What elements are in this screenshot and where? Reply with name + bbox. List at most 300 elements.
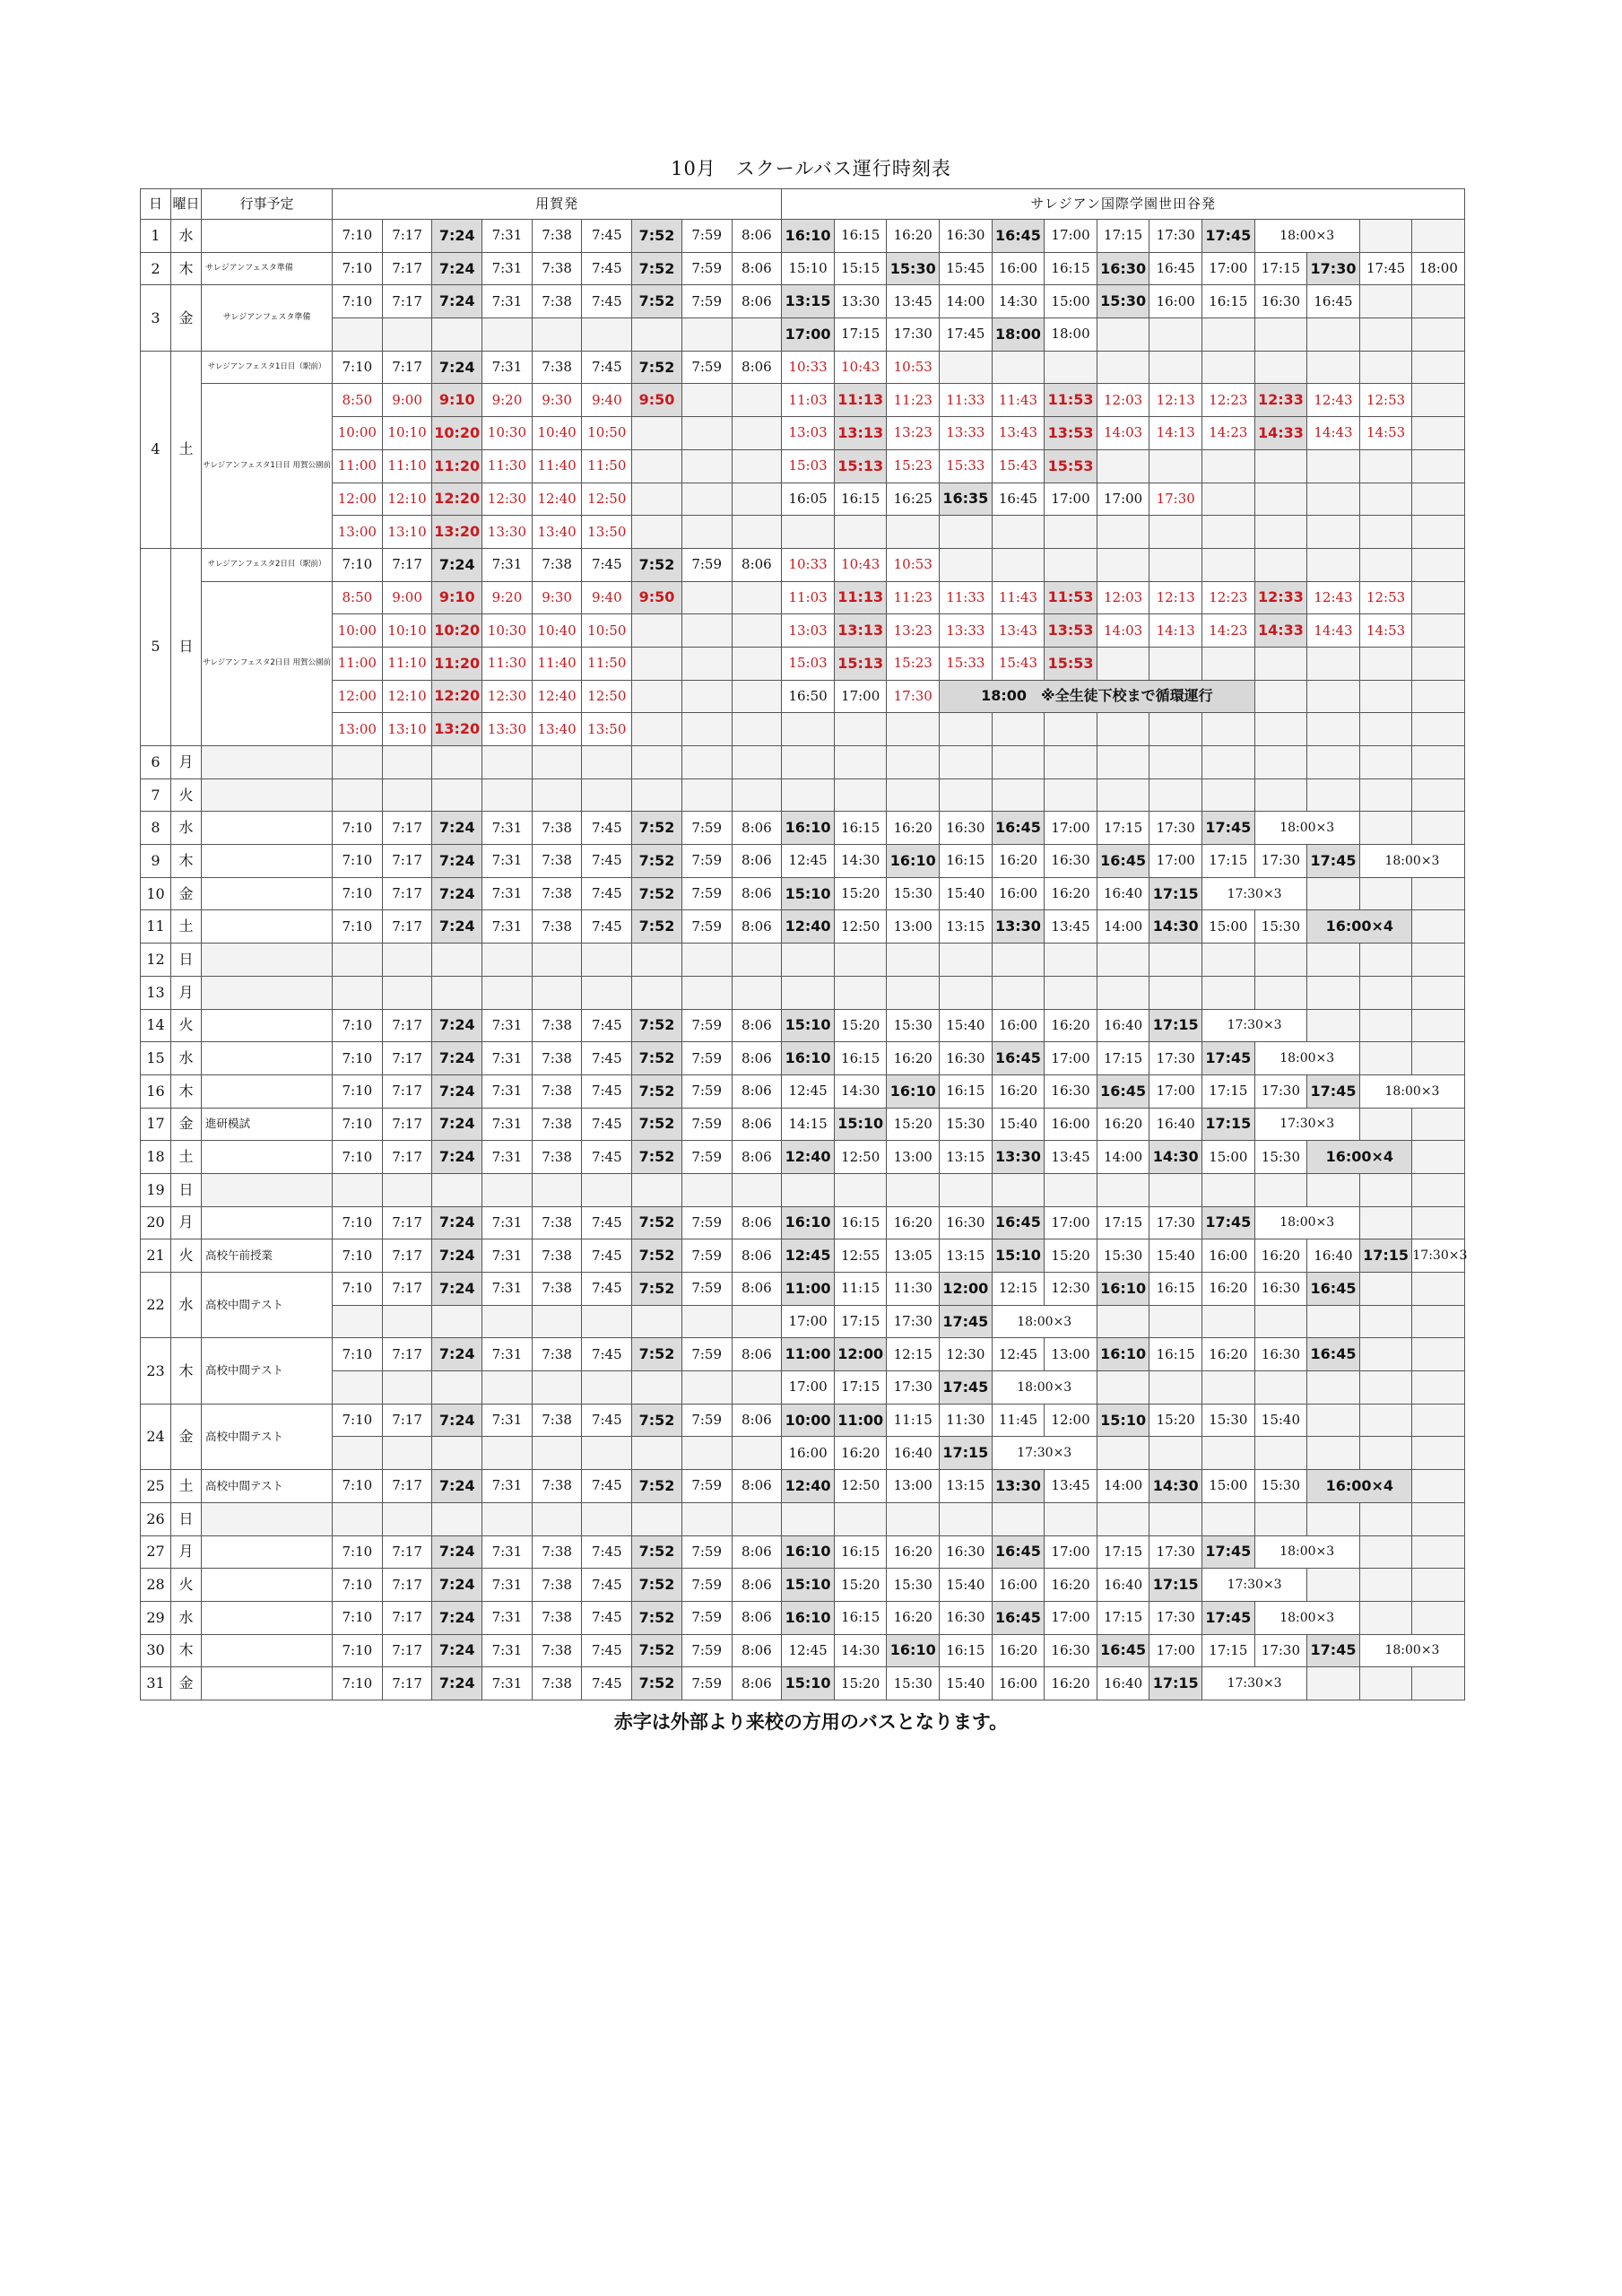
yoga-time: 7:31 — [482, 285, 533, 318]
yoga-time: 10:00 — [333, 614, 383, 648]
salesian-time: 12:03 — [1097, 581, 1149, 614]
salesian-time: 18:00 — [1412, 252, 1465, 285]
salesian-time: 11:30 — [887, 1273, 940, 1306]
empty-cell — [1412, 1502, 1465, 1535]
salesian-time: 12:33 — [1254, 384, 1307, 417]
salesian-time: 17:15 — [834, 318, 887, 352]
empty-cell — [1254, 1305, 1307, 1338]
yoga-time: 7:24 — [432, 877, 482, 910]
yoga-time: 8:06 — [732, 548, 782, 581]
empty-cell — [681, 483, 732, 516]
empty-cell — [782, 1502, 835, 1535]
event-label — [202, 812, 333, 845]
yoga-time: 7:59 — [681, 1338, 732, 1371]
weekday: 木 — [171, 1338, 202, 1404]
empty-cell — [1254, 516, 1307, 549]
yoga-time: 7:10 — [333, 1404, 383, 1437]
yoga-time: 7:10 — [333, 1535, 383, 1569]
day-number: 5 — [141, 548, 171, 745]
salesian-time: 11:23 — [887, 581, 940, 614]
salesian-time: 16:45 — [992, 1535, 1045, 1569]
empty-cell — [992, 713, 1045, 746]
salesian-time: 12:40 — [782, 1141, 835, 1174]
salesian-time: 17:00 — [782, 1305, 835, 1338]
yoga-time: 12:40 — [532, 680, 582, 713]
yoga-time: 7:38 — [532, 1634, 582, 1667]
yoga-time: 7:10 — [333, 1273, 383, 1306]
salesian-time-repeat: 17:30×3 — [992, 1437, 1097, 1470]
table-row — [141, 1206, 1465, 1239]
salesian-time: 16:20 — [1202, 1273, 1255, 1306]
yoga-time: 7:45 — [582, 1667, 632, 1700]
empty-cell — [632, 944, 682, 977]
empty-cell — [382, 1437, 432, 1470]
empty-cell — [1097, 1173, 1149, 1206]
salesian-time: 17:45 — [1202, 1601, 1255, 1634]
empty-cell — [1254, 680, 1307, 713]
empty-cell — [582, 944, 632, 977]
empty-cell — [732, 1502, 782, 1535]
salesian-time: 12:23 — [1202, 384, 1255, 417]
empty-cell — [482, 318, 533, 352]
header-from-yoga: 用賀発 — [333, 189, 782, 220]
yoga-time: 7:24 — [432, 1042, 482, 1075]
yoga-time: 7:24 — [432, 252, 482, 285]
yoga-time: 10:20 — [432, 417, 482, 450]
day-number: 27 — [141, 1535, 171, 1569]
event-label: 高校中間テスト — [202, 1404, 333, 1469]
salesian-time: 17:00 — [782, 1371, 835, 1405]
salesian-time: 17:00 — [1202, 252, 1255, 285]
empty-cell — [1202, 647, 1255, 680]
empty-cell — [782, 778, 835, 812]
yoga-time: 13:20 — [432, 516, 482, 549]
empty-cell — [1359, 548, 1412, 581]
salesian-time: 16:20 — [887, 812, 940, 845]
yoga-time: 7:59 — [681, 252, 732, 285]
salesian-time: 15:03 — [782, 647, 835, 680]
empty-cell — [432, 318, 482, 352]
empty-cell — [782, 746, 835, 779]
empty-cell — [333, 976, 383, 1009]
salesian-time: 13:43 — [992, 417, 1045, 450]
yoga-time: 7:24 — [432, 220, 482, 253]
weekday: 月 — [171, 746, 202, 779]
yoga-time: 7:52 — [632, 1042, 682, 1075]
yoga-time: 7:45 — [582, 1074, 632, 1108]
event-label — [202, 845, 333, 878]
yoga-time: 7:10 — [333, 548, 383, 581]
empty-cell — [1359, 778, 1412, 812]
yoga-time: 7:17 — [382, 1206, 432, 1239]
salesian-time: 16:30 — [940, 812, 993, 845]
empty-cell — [382, 944, 432, 977]
empty-cell — [681, 1502, 732, 1535]
salesian-time: 15:00 — [1202, 1470, 1255, 1503]
event-label — [202, 1042, 333, 1075]
empty-cell — [834, 1502, 887, 1535]
yoga-time: 13:40 — [532, 516, 582, 549]
salesian-time: 13:33 — [940, 417, 993, 450]
salesian-time: 16:15 — [1202, 285, 1255, 318]
yoga-time: 7:17 — [382, 252, 432, 285]
day-number: 18 — [141, 1141, 171, 1174]
empty-cell — [632, 483, 682, 516]
empty-cell — [482, 1502, 533, 1535]
empty-cell — [382, 976, 432, 1009]
day-number: 8 — [141, 812, 171, 845]
yoga-time: 7:59 — [681, 220, 732, 253]
salesian-time: 12:03 — [1097, 384, 1149, 417]
table-row — [141, 1667, 1465, 1700]
empty-cell — [681, 1305, 732, 1338]
yoga-time: 7:45 — [582, 252, 632, 285]
day-number: 16 — [141, 1074, 171, 1108]
yoga-time: 10:50 — [582, 417, 632, 450]
salesian-time-repeat: 18:00×3 — [1254, 1042, 1359, 1075]
yoga-time: 13:40 — [532, 713, 582, 746]
salesian-time: 16:35 — [940, 483, 993, 516]
yoga-time: 7:10 — [333, 1108, 383, 1141]
salesian-time: 17:30 — [1149, 1042, 1202, 1075]
yoga-time: 7:10 — [333, 845, 383, 878]
salesian-time: 16:10 — [1097, 1338, 1149, 1371]
event-label — [202, 944, 333, 977]
empty-cell — [1307, 647, 1360, 680]
empty-cell — [382, 1173, 432, 1206]
yoga-time: 9:00 — [382, 384, 432, 417]
weekday: 火 — [171, 1009, 202, 1042]
yoga-time: 7:24 — [432, 812, 482, 845]
salesian-time: 15:20 — [834, 1009, 887, 1042]
yoga-time: 7:59 — [681, 1569, 732, 1602]
salesian-time: 11:43 — [992, 384, 1045, 417]
yoga-time: 7:31 — [482, 1601, 533, 1634]
empty-cell — [1307, 746, 1360, 779]
salesian-time: 17:30 — [887, 1305, 940, 1338]
table-row — [141, 845, 1465, 878]
empty-cell — [1254, 1173, 1307, 1206]
yoga-time: 7:10 — [333, 1601, 383, 1634]
day-number: 20 — [141, 1206, 171, 1239]
empty-cell — [1359, 285, 1412, 318]
empty-cell — [732, 944, 782, 977]
yoga-time: 11:00 — [333, 647, 383, 680]
yoga-time: 8:06 — [732, 1009, 782, 1042]
yoga-time: 7:38 — [532, 1569, 582, 1602]
salesian-time: 15:30 — [940, 1108, 993, 1141]
salesian-time: 17:30 — [887, 318, 940, 352]
yoga-time: 7:59 — [681, 1634, 732, 1667]
empty-cell — [1254, 778, 1307, 812]
day-number: 4 — [141, 351, 171, 548]
salesian-time: 15:53 — [1045, 647, 1097, 680]
yoga-time: 7:59 — [681, 1239, 732, 1273]
weekday: 土 — [171, 351, 202, 548]
salesian-time: 17:00 — [1097, 483, 1149, 516]
empty-cell — [1307, 1569, 1360, 1602]
table-row — [141, 1470, 1465, 1503]
empty-cell — [432, 746, 482, 779]
empty-cell — [382, 1305, 432, 1338]
salesian-time: 15:13 — [834, 647, 887, 680]
table-row — [141, 1305, 1465, 1338]
salesian-time: 16:40 — [887, 1437, 940, 1470]
salesian-time: 16:20 — [1045, 1569, 1097, 1602]
yoga-time: 7:31 — [482, 351, 533, 384]
yoga-time: 7:45 — [582, 1239, 632, 1273]
salesian-time: 15:20 — [834, 877, 887, 910]
empty-cell — [1202, 1173, 1255, 1206]
empty-cell — [940, 548, 993, 581]
yoga-time: 7:31 — [482, 252, 533, 285]
salesian-time: 16:30 — [1254, 285, 1307, 318]
salesian-time: 15:00 — [1202, 910, 1255, 944]
salesian-time: 16:20 — [1045, 1009, 1097, 1042]
empty-cell — [632, 1371, 682, 1405]
yoga-time: 8:06 — [732, 252, 782, 285]
salesian-time: 16:45 — [1149, 252, 1202, 285]
yoga-time: 8:06 — [732, 1042, 782, 1075]
empty-cell — [1202, 449, 1255, 483]
event-label: サレジアンフェスタ1日目（駅前） — [202, 351, 333, 384]
salesian-time: 15:20 — [834, 1667, 887, 1700]
yoga-time: 7:52 — [632, 1338, 682, 1371]
empty-cell — [333, 944, 383, 977]
salesian-time: 16:45 — [1307, 1273, 1360, 1306]
salesian-time: 16:10 — [887, 1634, 940, 1667]
empty-cell — [1359, 1404, 1412, 1437]
yoga-time: 7:38 — [532, 1470, 582, 1503]
empty-cell — [1254, 746, 1307, 779]
salesian-time: 17:15 — [834, 1305, 887, 1338]
empty-cell — [632, 1173, 682, 1206]
empty-cell — [1307, 778, 1360, 812]
salesian-time: 16:20 — [887, 1535, 940, 1569]
weekday: 金 — [171, 1108, 202, 1141]
empty-cell — [992, 548, 1045, 581]
empty-cell — [632, 1437, 682, 1470]
weekday: 木 — [171, 845, 202, 878]
yoga-time: 12:50 — [582, 680, 632, 713]
salesian-time: 13:15 — [940, 910, 993, 944]
empty-cell — [582, 1502, 632, 1535]
salesian-time: 15:40 — [1254, 1404, 1307, 1437]
empty-cell — [333, 746, 383, 779]
yoga-time: 10:00 — [333, 417, 383, 450]
salesian-time: 18:00 — [992, 318, 1045, 352]
table-row — [141, 812, 1465, 845]
yoga-time: 8:06 — [732, 1141, 782, 1174]
empty-cell — [1254, 548, 1307, 581]
weekday: 水 — [171, 220, 202, 253]
yoga-time: 7:52 — [632, 812, 682, 845]
salesian-time: 12:15 — [992, 1273, 1045, 1306]
weekday: 日 — [171, 1502, 202, 1535]
empty-cell — [681, 417, 732, 450]
yoga-time: 7:38 — [532, 877, 582, 910]
salesian-time: 16:00 — [782, 1437, 835, 1470]
empty-cell — [1359, 1305, 1412, 1338]
empty-cell — [782, 713, 835, 746]
weekday: 水 — [171, 812, 202, 845]
empty-cell — [681, 1173, 732, 1206]
salesian-time: 12:40 — [782, 910, 835, 944]
empty-cell — [1359, 746, 1412, 779]
day-number: 6 — [141, 746, 171, 779]
yoga-time: 7:52 — [632, 1009, 682, 1042]
salesian-time: 11:00 — [782, 1338, 835, 1371]
salesian-time-repeat: 18:00×3 — [1254, 1601, 1359, 1634]
event-label — [202, 1141, 333, 1174]
empty-cell — [632, 680, 682, 713]
empty-cell — [1412, 1569, 1465, 1602]
yoga-time: 7:38 — [532, 1074, 582, 1108]
salesian-time: 11:53 — [1045, 384, 1097, 417]
yoga-time: 7:52 — [632, 910, 682, 944]
yoga-time: 7:59 — [681, 1273, 732, 1306]
salesian-time: 15:30 — [887, 1569, 940, 1602]
yoga-time: 7:45 — [582, 1273, 632, 1306]
salesian-time-repeat: 18:00×3 — [1359, 1074, 1464, 1108]
salesian-time: 13:15 — [940, 1239, 993, 1273]
salesian-time: 12:50 — [834, 910, 887, 944]
table-row — [141, 746, 1465, 779]
empty-cell — [1202, 1305, 1255, 1338]
salesian-time: 15:45 — [940, 252, 993, 285]
empty-cell — [992, 944, 1045, 977]
yoga-time: 7:38 — [532, 252, 582, 285]
empty-cell — [1412, 1470, 1465, 1503]
yoga-time: 8:06 — [732, 910, 782, 944]
yoga-time: 7:59 — [681, 910, 732, 944]
yoga-time: 7:31 — [482, 1470, 533, 1503]
salesian-time: 12:50 — [834, 1141, 887, 1174]
salesian-time: 12:40 — [782, 1470, 835, 1503]
yoga-time: 7:38 — [532, 910, 582, 944]
salesian-time: 14:00 — [1097, 1141, 1149, 1174]
salesian-time: 16:45 — [992, 1206, 1045, 1239]
salesian-time: 13:43 — [992, 614, 1045, 648]
yoga-time: 10:50 — [582, 614, 632, 648]
yoga-time: 7:31 — [482, 1206, 533, 1239]
empty-cell — [732, 384, 782, 417]
yoga-time: 7:45 — [582, 1108, 632, 1141]
salesian-time: 15:40 — [940, 1009, 993, 1042]
salesian-time: 13:00 — [887, 1470, 940, 1503]
yoga-time: 7:24 — [432, 845, 482, 878]
yoga-time: 7:31 — [482, 1239, 533, 1273]
empty-cell — [1045, 713, 1097, 746]
salesian-time: 17:15 — [940, 1437, 993, 1470]
salesian-time: 17:45 — [1307, 1074, 1360, 1108]
salesian-time: 11:00 — [782, 1273, 835, 1306]
salesian-time: 17:15 — [1097, 1206, 1149, 1239]
weekday: 金 — [171, 1667, 202, 1700]
empty-cell — [1359, 1173, 1412, 1206]
salesian-time: 14:03 — [1097, 614, 1149, 648]
empty-cell — [1202, 351, 1255, 384]
empty-cell — [940, 778, 993, 812]
yoga-time: 7:52 — [632, 877, 682, 910]
table-row — [141, 318, 1465, 352]
salesian-time: 11:33 — [940, 581, 993, 614]
yoga-time: 7:17 — [382, 1470, 432, 1503]
salesian-time: 11:13 — [834, 581, 887, 614]
day-number: 7 — [141, 778, 171, 812]
empty-cell — [1412, 548, 1465, 581]
yoga-time: 7:59 — [681, 351, 732, 384]
yoga-time: 7:24 — [432, 351, 482, 384]
empty-cell — [582, 1305, 632, 1338]
yoga-time: 7:17 — [382, 812, 432, 845]
salesian-time: 15:30 — [1097, 1239, 1149, 1273]
empty-cell — [382, 1371, 432, 1405]
salesian-time: 16:15 — [1149, 1273, 1202, 1306]
weekday: 金 — [171, 877, 202, 910]
salesian-time: 17:00 — [1149, 845, 1202, 878]
salesian-time: 16:00 — [992, 252, 1045, 285]
empty-cell — [1149, 1502, 1202, 1535]
empty-cell — [1412, 910, 1465, 944]
yoga-time: 13:50 — [582, 713, 632, 746]
yoga-time: 13:00 — [333, 713, 383, 746]
yoga-time: 7:31 — [482, 548, 533, 581]
salesian-time: 14:33 — [1254, 614, 1307, 648]
salesian-time: 12:00 — [1045, 1404, 1097, 1437]
empty-cell — [1412, 1009, 1465, 1042]
empty-cell — [1412, 483, 1465, 516]
yoga-time: 7:52 — [632, 1273, 682, 1306]
empty-cell — [732, 746, 782, 779]
salesian-time: 13:33 — [940, 614, 993, 648]
event-label — [202, 220, 333, 253]
table-row — [141, 252, 1465, 285]
weekday: 水 — [171, 1042, 202, 1075]
yoga-time: 11:40 — [532, 449, 582, 483]
yoga-time: 7:52 — [632, 1569, 682, 1602]
yoga-time: 7:45 — [582, 1535, 632, 1569]
empty-cell — [1412, 614, 1465, 648]
salesian-time: 16:45 — [992, 1042, 1045, 1075]
salesian-time: 12:45 — [782, 1239, 835, 1273]
yoga-time: 7:10 — [333, 252, 383, 285]
empty-cell — [432, 1305, 482, 1338]
yoga-time: 7:17 — [382, 1667, 432, 1700]
empty-cell — [681, 581, 732, 614]
table-row — [141, 384, 1465, 417]
table-row — [141, 877, 1465, 910]
yoga-time: 7:59 — [681, 1601, 732, 1634]
empty-cell — [632, 1305, 682, 1338]
empty-cell — [681, 1371, 732, 1405]
salesian-time: 10:33 — [782, 351, 835, 384]
salesian-time: 16:45 — [992, 483, 1045, 516]
yoga-time: 7:52 — [632, 1601, 682, 1634]
empty-cell — [1097, 1437, 1149, 1470]
empty-cell — [1202, 1371, 1255, 1405]
salesian-time: 12:13 — [1149, 384, 1202, 417]
yoga-time: 7:45 — [582, 877, 632, 910]
empty-cell — [1359, 1206, 1412, 1239]
yoga-time: 7:31 — [482, 1009, 533, 1042]
yoga-time: 7:17 — [382, 1338, 432, 1371]
salesian-time: 13:00 — [1045, 1338, 1097, 1371]
empty-cell — [1307, 1009, 1360, 1042]
table-row — [141, 1502, 1465, 1535]
event-label: サレジアンフェスタ2日目（駅前） — [202, 548, 333, 581]
empty-cell — [992, 778, 1045, 812]
